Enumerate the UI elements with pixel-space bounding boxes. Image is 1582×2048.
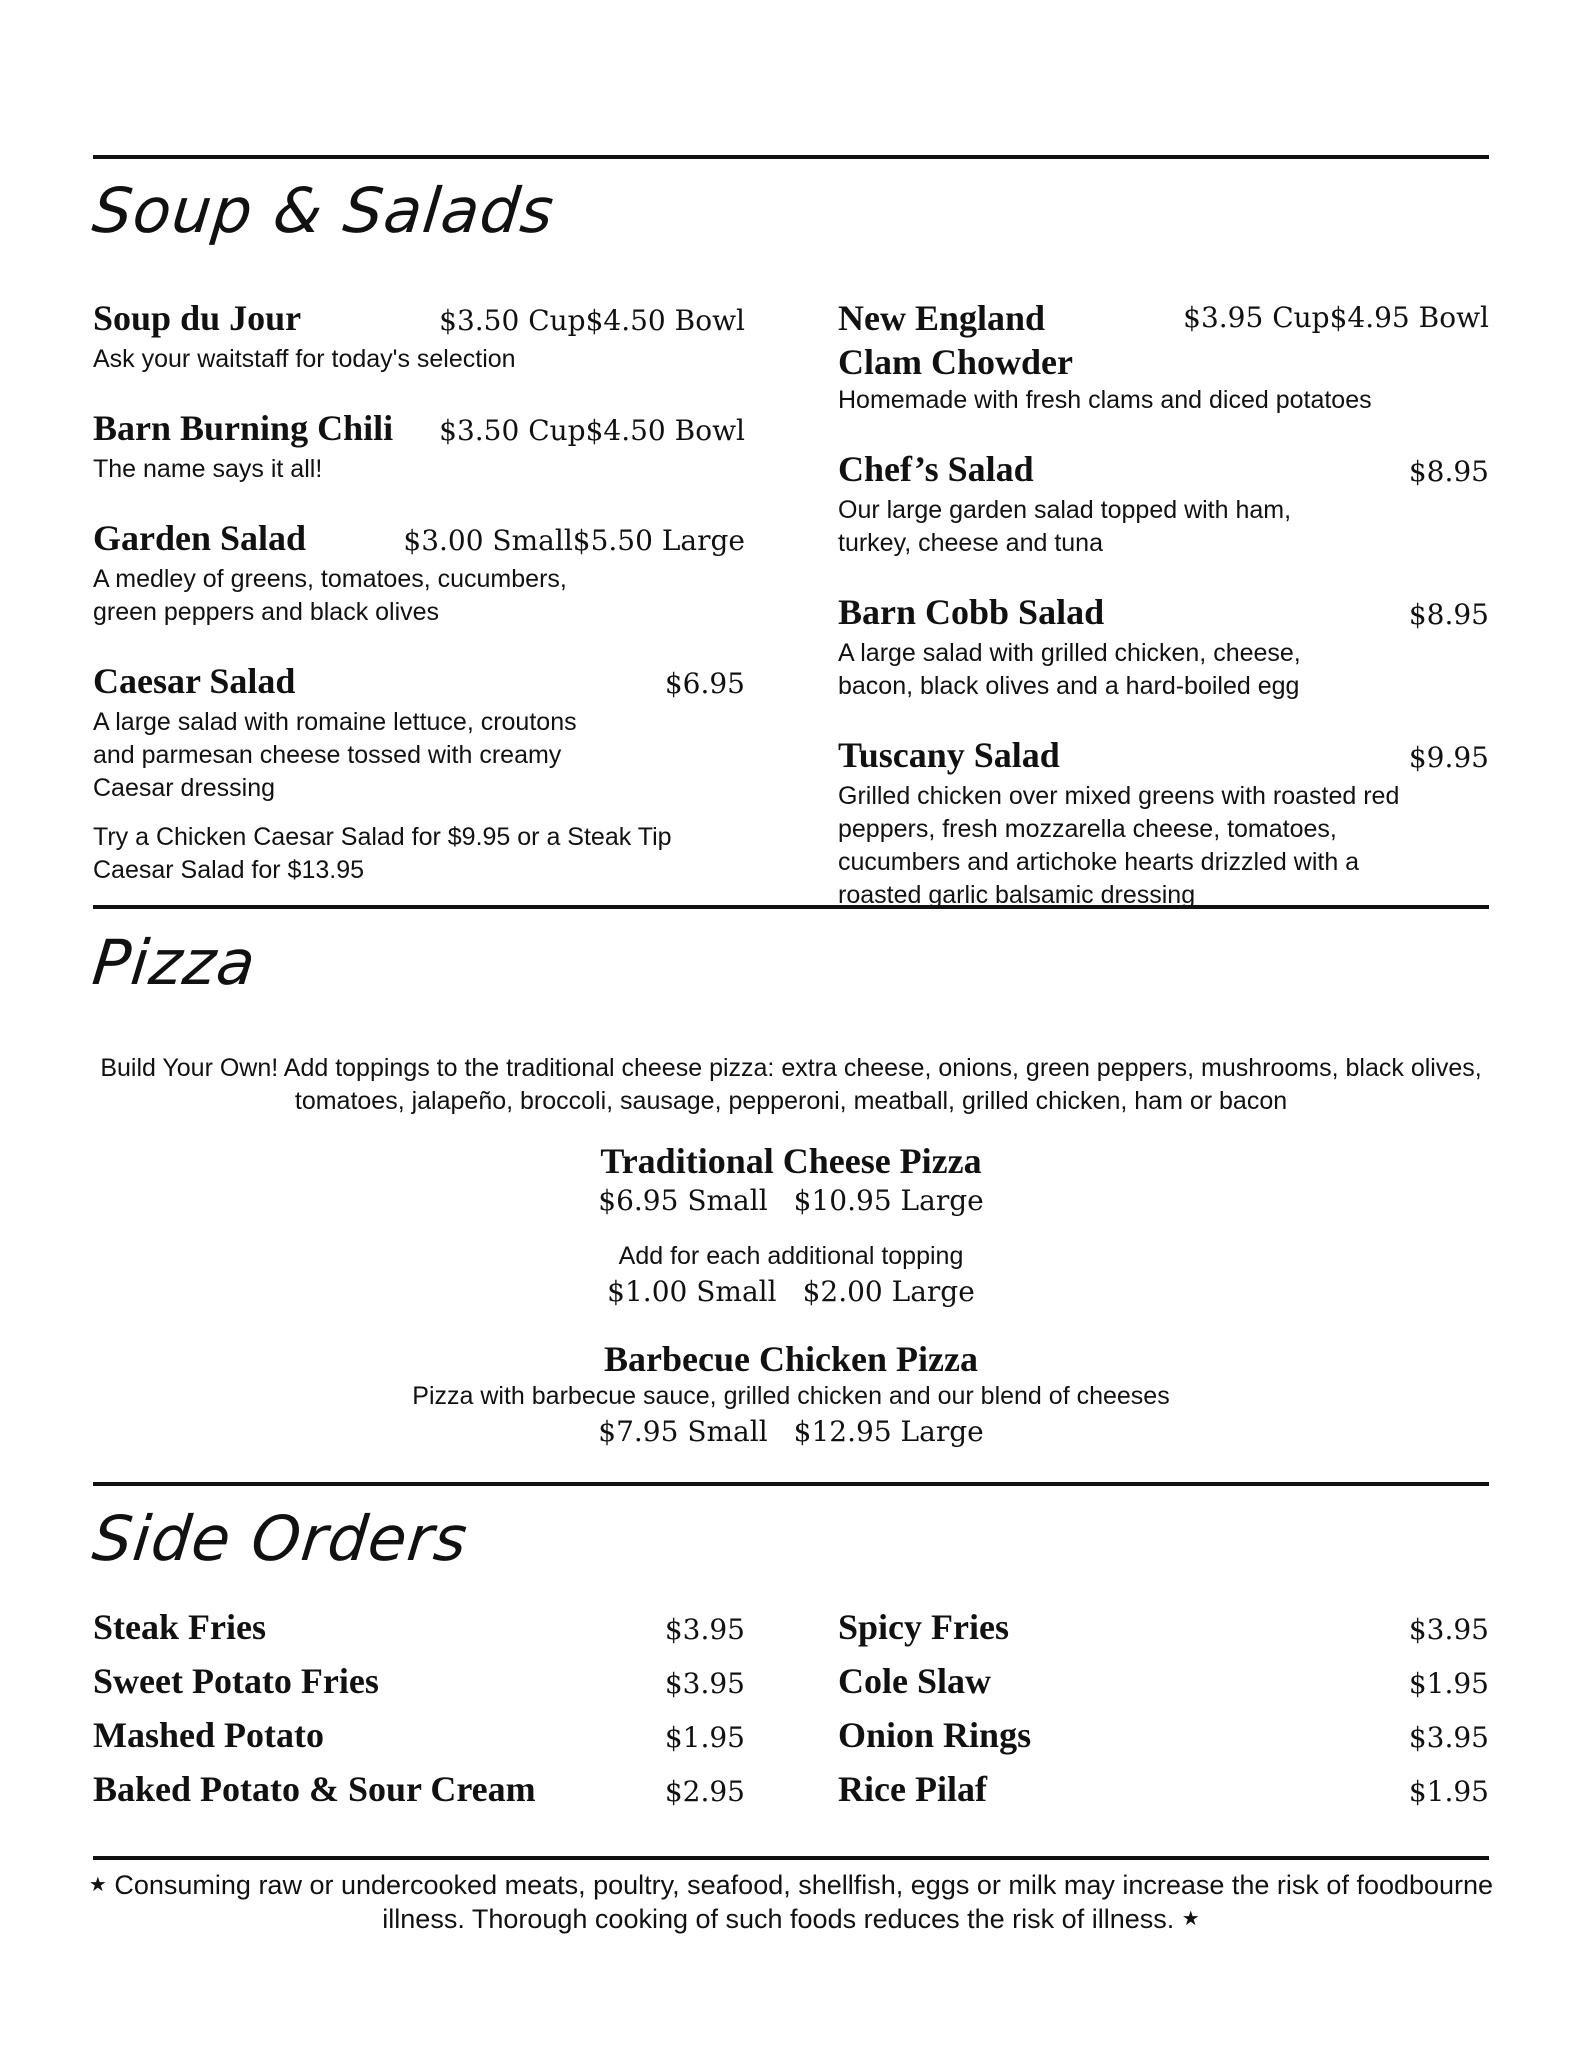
menu-item <box>93 516 745 629</box>
side-price: $3.95 <box>1408 1721 1489 1754</box>
pizza-price <box>93 1273 1489 1311</box>
pizza-price <box>93 1182 1489 1220</box>
item-price: $3.00 Small$5.50 Large <box>403 524 745 557</box>
item-name: Barn Burning Chili <box>93 408 394 448</box>
side-name: Sweet Potato Fries <box>93 1661 379 1701</box>
item-name: Chef’s Salad <box>838 449 1034 489</box>
item-name: Tuscany Salad <box>838 735 1060 775</box>
menu-item <box>838 590 1489 703</box>
item-price: $9.95 <box>1408 741 1489 774</box>
traditional-pizza <box>93 1140 1489 1220</box>
section-title-pizza: Pizza <box>89 926 260 999</box>
menu-item <box>838 733 1489 912</box>
price-large: $10.95 Large <box>793 1184 984 1217</box>
side-item <box>838 1768 1489 1822</box>
side-price: $2.95 <box>664 1775 745 1808</box>
item-price: $3.50 Cup$4.50 Bowl <box>439 304 745 337</box>
side-name: Baked Potato & Sour Cream <box>93 1769 536 1809</box>
section-title-side-orders: Side Orders <box>89 1502 472 1575</box>
divider-bottom <box>93 1856 1489 1860</box>
side-item <box>838 1660 1489 1714</box>
divider-top <box>93 155 1489 159</box>
side-name: Mashed Potato <box>93 1715 324 1755</box>
soup-salads-left-column <box>93 296 745 887</box>
item-description: A medley of greens, tomatoes, cucumbers, green peppers and black olives <box>93 565 567 626</box>
item-description: Grilled chicken over mixed greens with roasted red peppers, fresh mozzarella cheese, tomatoes, cucumbers and artichoke hearts drizzled with a roasted garlic balsamic dressing <box>838 782 1400 909</box>
pizza-intro: Build Your Own! Add toppings to the traditional cheese pizza: extra cheese, onions, green peppers, mushrooms, black olives, tomatoes, jalapeño, broccoli, sausage, pepperoni, meatball, grilled chicken, ham or bacon <box>100 1054 1482 1115</box>
menu-item <box>93 296 745 376</box>
side-name: Onion Rings <box>838 1715 1032 1755</box>
item-price: $3.50 Cup$4.50 Bowl <box>439 414 745 447</box>
topping-label: Add for each additional topping <box>618 1242 964 1270</box>
item-name: Caesar Salad <box>93 661 296 701</box>
side-item <box>838 1606 1489 1660</box>
item-description: The name says it all! <box>93 455 323 483</box>
price-large: $2.00 Large <box>802 1275 975 1308</box>
price-small: $6.95 Small <box>598 1184 768 1217</box>
pizza-price <box>93 1413 1489 1451</box>
menu-item <box>838 296 1489 417</box>
price-small: $1.00 Small <box>607 1275 777 1308</box>
side-item <box>93 1606 745 1660</box>
side-price: $1.95 <box>1408 1667 1489 1700</box>
menu-item <box>93 659 745 805</box>
star-icon: ★ <box>1181 1908 1200 1930</box>
side-name: Steak Fries <box>93 1607 266 1647</box>
side-name: Cole Slaw <box>838 1661 991 1701</box>
food-safety-disclaimer <box>60 1868 1522 1936</box>
pizza-description: Pizza with barbecue sauce, grilled chicken and our blend of cheeses <box>412 1382 1170 1410</box>
item-name: Barn Cobb Salad <box>838 592 1105 632</box>
price-large: $12.95 Large <box>793 1415 984 1448</box>
side-price: $1.95 <box>664 1721 745 1754</box>
bbq-chicken-pizza <box>93 1338 1489 1451</box>
pizza-name: Barbecue Chicken Pizza <box>604 1339 978 1379</box>
item-price: $8.95 <box>1408 455 1489 488</box>
sides-left-column <box>93 1606 745 1822</box>
item-name: Garden Salad <box>93 518 307 558</box>
side-price: $3.95 <box>1408 1613 1489 1646</box>
item-description: Homemade with fresh clams and diced potatoes <box>838 386 1372 414</box>
side-price: $3.95 <box>664 1613 745 1646</box>
side-item <box>93 1768 745 1822</box>
additional-topping <box>93 1240 1489 1311</box>
soup-salads-right-column <box>838 296 1489 942</box>
side-price: $1.95 <box>1408 1775 1489 1808</box>
side-price: $3.95 <box>664 1667 745 1700</box>
disclaimer-text: Consuming raw or undercooked meats, poultry, seafood, shellfish, eggs or milk may increase the risk of foodbourne illness. Thorough cooking of such foods reduces the risk of illness. <box>114 1870 1494 1934</box>
divider-sides <box>93 1482 1489 1486</box>
caesar-upgrade-note: Try a Chicken Caesar Salad for $9.95 or a Steak Tip Caesar Salad for $13.95 <box>93 823 672 884</box>
menu-item <box>838 447 1489 560</box>
item-name: New England Clam Chowder <box>838 298 1073 382</box>
item-description: Ask your waitstaff for today's selection <box>93 345 516 373</box>
side-name: Spicy Fries <box>838 1607 1009 1647</box>
side-name: Rice Pilaf <box>838 1769 987 1809</box>
menu-item <box>93 406 745 486</box>
section-title-soup-salads: Soup & Salads <box>89 174 558 247</box>
sides-right-column <box>838 1606 1489 1822</box>
divider-pizza <box>93 905 1489 909</box>
item-name: Soup du Jour <box>93 298 302 338</box>
side-item <box>93 1660 745 1714</box>
item-description: A large salad with grilled chicken, cheese, bacon, black olives and a hard-boiled egg <box>838 639 1301 700</box>
item-price: $3.95 Cup$4.95 Bowl <box>1183 301 1489 334</box>
side-item <box>93 1714 745 1768</box>
price-small: $7.95 Small <box>598 1415 768 1448</box>
item-price: $6.95 <box>664 667 745 700</box>
item-price: $8.95 <box>1408 598 1489 631</box>
side-item <box>838 1714 1489 1768</box>
item-description: A large salad with romaine lettuce, croutons and parmesan cheese tossed with creamy Caesar dressing <box>93 708 577 802</box>
star-icon: ★ <box>88 1874 107 1896</box>
pizza-name: Traditional Cheese Pizza <box>600 1141 982 1181</box>
item-description: Our large garden salad topped with ham, turkey, cheese and tuna <box>838 496 1292 557</box>
